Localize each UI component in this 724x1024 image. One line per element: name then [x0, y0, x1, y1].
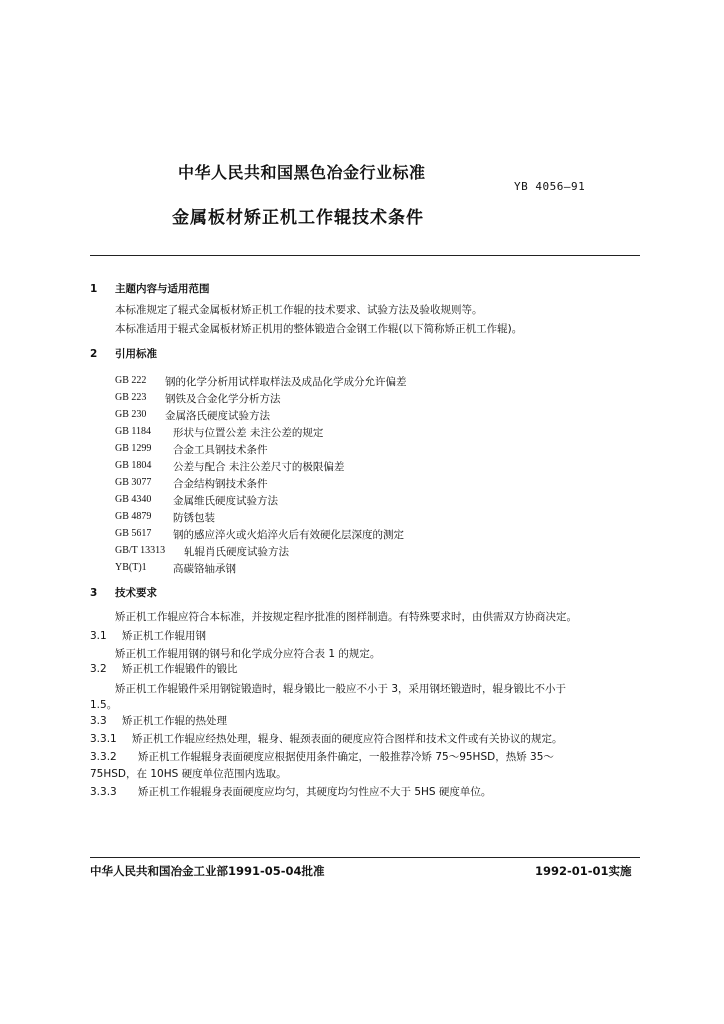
- clause-number: 3.3: [90, 715, 107, 727]
- section-1-heading: [90, 282, 210, 296]
- section-1-para-2: 本标准适用于辊式金属板材矫正机用的整体锻造合金钢工作辊(以下简称矫正机工作辊)。: [115, 323, 523, 335]
- section-number: 3: [90, 587, 98, 599]
- section-title: 引用标准: [115, 348, 157, 360]
- reference-code: GB 4879: [115, 511, 152, 522]
- section-number: 1: [90, 283, 98, 295]
- section-3-intro: 矫正机工作辊应符合本标准，并按规定程序批准的图样制造。有特殊要求时，由供需双方协商决定。: [115, 611, 577, 623]
- reference-code: GB 1804: [115, 460, 152, 471]
- reference-title: 公差与配合 未注公差尺寸的极限偏差: [173, 461, 345, 473]
- clause-number: 3.3.1: [90, 733, 117, 745]
- section-number: 2: [90, 348, 98, 360]
- header-divider: [90, 255, 640, 256]
- reference-title: 钢的化学分析用试样取样法及成品化学成分允许偏差: [165, 376, 407, 388]
- clause-3-1-text: 矫正机工作辊用钢的钢号和化学成分应符合表 1 的规定。: [115, 648, 381, 660]
- reference-title: 钢铁及合金化学分析方法: [165, 393, 281, 405]
- reference-code: GB/T 13313: [115, 545, 166, 556]
- clause-3-1-heading: [90, 629, 206, 643]
- document-title: 金属板材矫正机工作辊技术条件: [172, 208, 424, 228]
- clause-number: 3.3.2: [90, 751, 117, 763]
- reference-title: 防锈包装: [173, 512, 215, 524]
- reference-code: GB 4340: [115, 494, 152, 505]
- clause-text: 矫正机工作辊辊身表面硬度应均匀，其硬度均匀性应不大于 5HS 硬度单位。: [138, 786, 492, 798]
- reference-code: GB 1299: [115, 443, 152, 454]
- clause-3-3-heading: [90, 714, 227, 728]
- industry-standard-heading: 中华人民共和国黑色冶金行业标准: [178, 163, 426, 182]
- clause-3-3-1: [90, 732, 563, 746]
- clause-number: 3.1: [90, 630, 107, 642]
- reference-code: GB 223: [115, 392, 147, 403]
- clause-title: 矫正机工作辊用钢: [122, 630, 206, 642]
- clause-title: 矫正机工作辊锻件的锻比: [122, 663, 238, 675]
- section-title: 技术要求: [115, 587, 157, 599]
- clause-3-3-2-line-1: [90, 750, 554, 764]
- clause-number: 3.2: [90, 663, 107, 675]
- clause-title: 矫正机工作辊的热处理: [122, 715, 227, 727]
- reference-code: GB 5617: [115, 528, 152, 539]
- section-1-para-1: 本标准规定了辊式金属板材矫正机工作辊的技术要求、试验方法及验收规则等。: [115, 304, 483, 316]
- standard-code: YB 4056—91: [514, 180, 586, 193]
- reference-title: 金属洛氏硬度试验方法: [165, 410, 270, 422]
- section-title: 主题内容与适用范围: [115, 283, 210, 295]
- clause-3-2-text-line-1: 矫正机工作辊锻件采用钢锭锻造时，辊身锻比一般应不小于 3，采用钢坯锻造时，辊身锻比不小于: [115, 683, 567, 695]
- clause-3-2-heading: [90, 662, 238, 676]
- approval-note: 中华人民共和国冶金工业部1991-05-04批准: [90, 864, 325, 878]
- section-3-heading: [90, 586, 157, 600]
- footer-divider: [90, 857, 640, 858]
- reference-code: GB 1184: [115, 426, 152, 437]
- reference-title: 形状与位置公差 未注公差的规定: [173, 427, 324, 439]
- reference-title: 轧辊肖氏硬度试验方法: [184, 546, 289, 558]
- reference-title: 高碳铬轴承钢: [173, 563, 236, 575]
- reference-code: GB 3077: [115, 477, 152, 488]
- reference-title: 钢的感应淬火或火焰淬火后有效硬化层深度的测定: [173, 529, 404, 541]
- reference-title: 金属维氏硬度试验方法: [173, 495, 278, 507]
- reference-code: GB 230: [115, 409, 147, 420]
- reference-code: GB 222: [115, 375, 147, 386]
- reference-title: 合金工具钢技术条件: [173, 444, 268, 456]
- clause-number: 3.3.3: [90, 786, 117, 798]
- clause-text: 矫正机工作辊应经热处理，辊身、辊颈表面的硬度应符合图样和技术文件或有关协议的规定。: [132, 733, 563, 745]
- effective-date: 1992-01-01实施: [535, 864, 632, 878]
- clause-3-3-3: [90, 785, 491, 799]
- clause-3-2-text-line-2: 1.5。: [90, 699, 118, 711]
- clause-text: 矫正机工作辊辊身表面硬度应根据使用条件确定，一般推荐冷矫 75～95HSD，热矫 35～: [138, 751, 554, 763]
- section-2-heading: [90, 347, 157, 361]
- reference-code: YB(T)1: [115, 562, 147, 573]
- clause-3-3-2-line-2: 75HSD，在 10HS 硬度单位范围内选取。: [90, 768, 287, 780]
- reference-title: 合金结构钢技术条件: [173, 478, 268, 490]
